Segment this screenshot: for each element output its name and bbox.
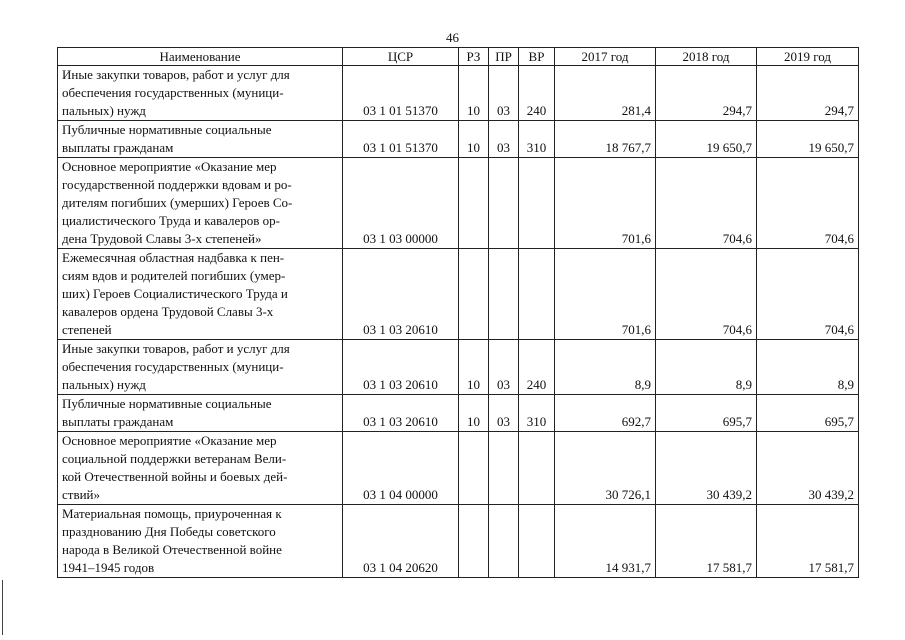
name-line: циалистического Труда и кавалеров ор- [62, 213, 280, 228]
cell-rz: 10 [459, 66, 489, 121]
name-line: ствий» [62, 487, 101, 502]
cell-2019: 695,7 [757, 395, 859, 432]
cell-vr [519, 432, 555, 505]
cell-name [58, 505, 343, 578]
cell-rz [459, 158, 489, 249]
header-csr: ЦСР [343, 48, 459, 66]
cell-2019: 704,6 [757, 249, 859, 340]
name-line: Основное мероприятие «Оказание мер [62, 433, 277, 448]
header-rz: РЗ [459, 48, 489, 66]
cell-csr: 03 1 03 20610 [343, 249, 459, 340]
budget-table [57, 47, 859, 578]
cell-pr [489, 505, 519, 578]
name-line: народа в Великой Отечественной войне [62, 542, 282, 557]
header-pr: ПР [489, 48, 519, 66]
cell-name [58, 66, 343, 121]
cell-2018: 294,7 [656, 66, 757, 121]
cell-csr: 03 1 01 51370 [343, 66, 459, 121]
cell-2017: 281,4 [555, 66, 656, 121]
cell-vr: 310 [519, 395, 555, 432]
name-line: социальной поддержки ветеранам Вели- [62, 451, 287, 466]
cell-2019: 30 439,2 [757, 432, 859, 505]
cell-2019: 8,9 [757, 340, 859, 395]
name-line: степеней [62, 322, 112, 337]
cell-name [58, 158, 343, 249]
table-row [58, 432, 859, 505]
cell-pr: 03 [489, 395, 519, 432]
cell-rz: 10 [459, 340, 489, 395]
header-row [58, 48, 859, 66]
name-line: пальных) нужд [62, 377, 146, 392]
cell-2017: 701,6 [555, 249, 656, 340]
name-line: Иные закупки товаров, работ и услуг для [62, 341, 290, 356]
cell-vr: 310 [519, 121, 555, 158]
name-line: государственной поддержки вдовам и ро- [62, 177, 292, 192]
table-row [58, 249, 859, 340]
name-line: сиям вдов и родителей погибших (умер- [62, 268, 286, 283]
name-line: Материальная помощь, приуроченная к [62, 506, 282, 521]
cell-vr: 240 [519, 66, 555, 121]
cell-rz: 10 [459, 121, 489, 158]
cell-pr [489, 432, 519, 505]
cell-name [58, 340, 343, 395]
cell-2018: 17 581,7 [656, 505, 757, 578]
table-header [58, 48, 859, 66]
cell-pr: 03 [489, 66, 519, 121]
page-number: 46 [446, 30, 459, 45]
cell-pr: 03 [489, 121, 519, 158]
name-line: Публичные нормативные социальные [62, 396, 272, 411]
cell-csr: 03 1 04 00000 [343, 432, 459, 505]
cell-2018: 19 650,7 [656, 121, 757, 158]
cell-2017: 692,7 [555, 395, 656, 432]
name-line: кой Отечественной войны и боевых дей- [62, 469, 288, 484]
cell-2019: 704,6 [757, 158, 859, 249]
cell-name [58, 395, 343, 432]
cell-csr: 03 1 03 20610 [343, 395, 459, 432]
name-line: выплаты гражданам [62, 414, 174, 429]
cell-vr: 240 [519, 340, 555, 395]
cell-2017: 701,6 [555, 158, 656, 249]
cell-2018: 30 439,2 [656, 432, 757, 505]
name-line: 1941–1945 годов [62, 560, 155, 575]
cell-rz [459, 505, 489, 578]
table-row [58, 158, 859, 249]
table-row [58, 121, 859, 158]
cell-csr: 03 1 04 20620 [343, 505, 459, 578]
cell-vr [519, 158, 555, 249]
table-row [58, 395, 859, 432]
cell-2019: 294,7 [757, 66, 859, 121]
name-line: дена Трудовой Славы 3-х степеней» [62, 231, 262, 246]
scan-edge-line [2, 580, 3, 635]
name-line: Основное мероприятие «Оказание мер [62, 159, 277, 174]
cell-name [58, 432, 343, 505]
name-line: празднованию Дня Победы советского [62, 524, 276, 539]
cell-rz: 10 [459, 395, 489, 432]
name-line: дителям погибших (умерших) Героев Со- [62, 195, 293, 210]
cell-2019: 19 650,7 [757, 121, 859, 158]
cell-name [58, 121, 343, 158]
header-name: Наименование [58, 48, 343, 66]
table-row [58, 505, 859, 578]
name-line: обеспечения государственных (муници- [62, 359, 284, 374]
name-line: обеспечения государственных (муници- [62, 85, 284, 100]
cell-csr: 03 1 01 51370 [343, 121, 459, 158]
cell-2017: 18 767,7 [555, 121, 656, 158]
cell-2018: 704,6 [656, 158, 757, 249]
cell-2018: 695,7 [656, 395, 757, 432]
cell-name [58, 249, 343, 340]
cell-2017: 8,9 [555, 340, 656, 395]
cell-csr: 03 1 03 20610 [343, 340, 459, 395]
cell-pr [489, 249, 519, 340]
name-line: Иные закупки товаров, работ и услуг для [62, 67, 290, 82]
cell-csr: 03 1 03 00000 [343, 158, 459, 249]
header-vr: ВР [519, 48, 555, 66]
name-line: выплаты гражданам [62, 140, 174, 155]
cell-2018: 704,6 [656, 249, 757, 340]
name-line: пальных) нужд [62, 103, 146, 118]
name-line: Публичные нормативные социальные [62, 122, 272, 137]
cell-rz [459, 432, 489, 505]
header-2018: 2018 год [656, 48, 757, 66]
name-line: Ежемесячная областная надбавка к пен- [62, 250, 285, 265]
cell-pr: 03 [489, 340, 519, 395]
name-line: кавалеров ордена Трудовой Славы 3-х [62, 304, 274, 319]
name-line: ших) Героев Социалистического Труда и [62, 286, 288, 301]
cell-rz [459, 249, 489, 340]
cell-pr [489, 158, 519, 249]
cell-2017: 30 726,1 [555, 432, 656, 505]
table-body [58, 66, 859, 578]
header-2019: 2019 год [757, 48, 859, 66]
table-row [58, 66, 859, 121]
header-2017: 2017 год [555, 48, 656, 66]
cell-vr [519, 249, 555, 340]
cell-2017: 14 931,7 [555, 505, 656, 578]
table-row [58, 340, 859, 395]
cell-2018: 8,9 [656, 340, 757, 395]
cell-vr [519, 505, 555, 578]
cell-2019: 17 581,7 [757, 505, 859, 578]
